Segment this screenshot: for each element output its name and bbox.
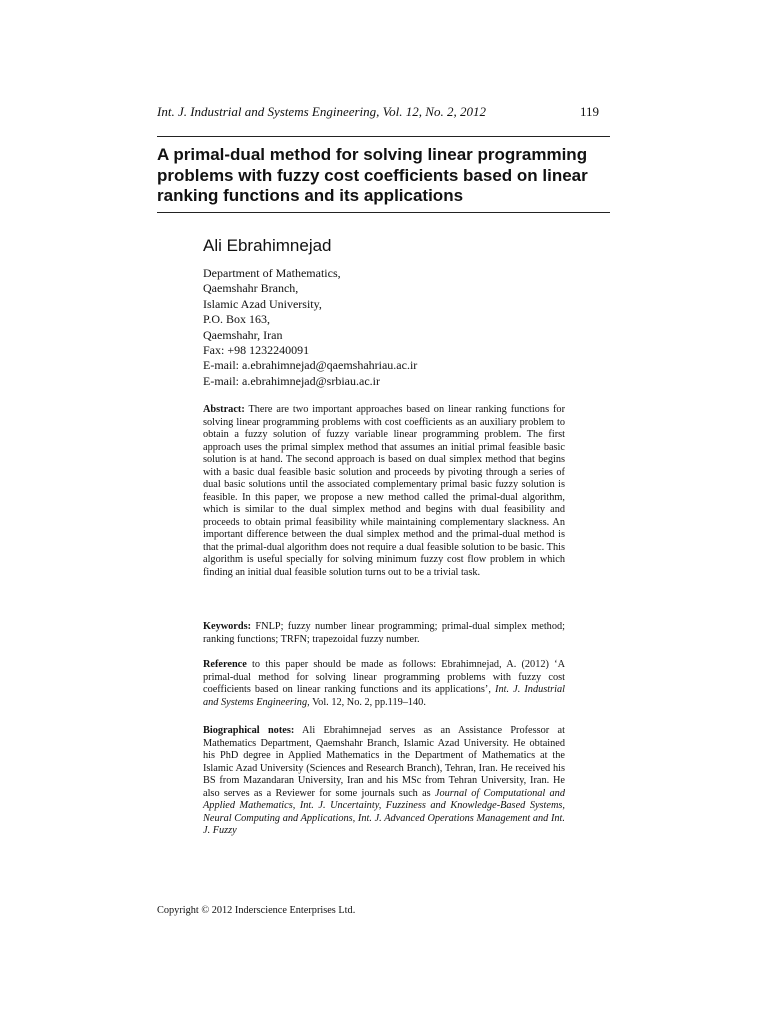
affiliation-line: Qaemshahr Branch,	[203, 281, 299, 296]
biographical-notes	[203, 725, 565, 838]
reference-label: Reference	[203, 659, 247, 670]
email-address: E-mail: a.ebrahimnejad@qaemshahriau.ac.ir	[203, 358, 418, 373]
author-name: Ali Ebrahimnejad	[203, 236, 332, 255]
journal-citation: Int. J. Industrial and Systems Engineering, Vol. 12, No. 2, 2012	[157, 104, 486, 119]
affiliation-line: Islamic Azad University,	[203, 296, 322, 311]
bio-label: Biographical notes:	[203, 725, 295, 736]
bio-text: Ali Ebrahimnejad serves as an Assistance Professor at Mathematics Department, Qaemshahr Branch, Islamic Azad University. He obtained his PhD degree in Applied Mathematics in the Department of Mathematics at the Islamic Azad University (Sciences and Research Branch), Tehran, Iran. He received his BS from Mazandaran University, Iran and his MSc from Tehran University, Iran. He also serves as a Reviewer for some journals such as	[203, 725, 565, 799]
keywords	[203, 621, 565, 646]
title-rule-bottom	[157, 212, 610, 213]
page-number: 119	[579, 104, 599, 119]
author-affiliation	[203, 266, 563, 389]
copyright-notice: Copyright © 2012 Inderscience Enterprises Ltd.	[157, 905, 356, 916]
abstract	[203, 404, 565, 579]
title-line: A primal-dual method for solving linear programming	[157, 145, 588, 164]
keywords-label: Keywords:	[203, 621, 252, 632]
abstract-label: Abstract:	[203, 404, 245, 415]
affiliation-line: Department of Mathematics,	[203, 266, 341, 280]
affiliation-line: Qaemshahr, Iran	[203, 327, 283, 342]
affiliation-line: P.O. Box 163,	[203, 312, 271, 327]
title-line: ranking functions and its applications	[157, 186, 464, 205]
running-header	[157, 104, 599, 120]
reference-text: to this paper should be made as follows: Ebrahimnejad, A. (2012) ‘A primal-dual method for solving linear programming problems with fuzzy cost coefficients based on linear ranking functions and its applications’,	[203, 659, 565, 695]
reference-journal: Int. J. Industrial and Systems Engineering,	[203, 684, 565, 708]
fax-number: Fax: +98 1232240091	[203, 343, 310, 358]
reference-volume: Vol. 12, No. 2, pp.119–140.	[312, 696, 426, 708]
bio-journals: Journal of Computational and Applied Mathematics, Int. J. Uncertainty, Fuzziness and Knowledge-Based Systems, Neural Computing and Applications, Int. J. Advanced Operations Management and Int. J. Fuzzy	[203, 787, 565, 836]
reference	[203, 659, 565, 709]
email-address: E-mail: a.ebrahimnejad@srbiau.ac.ir	[203, 373, 380, 388]
keywords-text: FNLP; fuzzy number linear programming; primal-dual simplex method; ranking functions; TRFN; trapezoidal fuzzy number.	[203, 621, 565, 645]
title-line: problems with fuzzy cost coefficients based on linear	[157, 165, 588, 185]
paper-title	[157, 145, 612, 207]
abstract-text: There are two important approaches based on linear ranking functions for solving linear programming problems with cost coefficients as an auxiliary problem to obtain a fuzzy solution of fuzzy variable linear programming problem. The first approach uses the primal simplex method that assumes an initial primal feasible basic solution is at hand. The second approach is based on dual simplex method that begins with a basic dual feasible basic solution and proceeds by pivoting through a series of dual basic solutions until the associated complementary primal basic fuzzy solution is feasible. In this paper, we propose a new method called the primal-dual algorithm, which is similar to the dual simplex method and begins with dual feasibility and proceeds to obtain primal feasibility while maintaining complementary slackness. An important difference between the dual simplex method and the primal-dual method is that the primal-dual algorithm does not require a dual feasible solution to be basic. This algorithm is useful specially for solving minimum fuzzy cost flow problem in which finding an initial dual feasible solution turns out to be a trivial task.	[203, 404, 565, 578]
title-rule-top	[157, 136, 610, 137]
